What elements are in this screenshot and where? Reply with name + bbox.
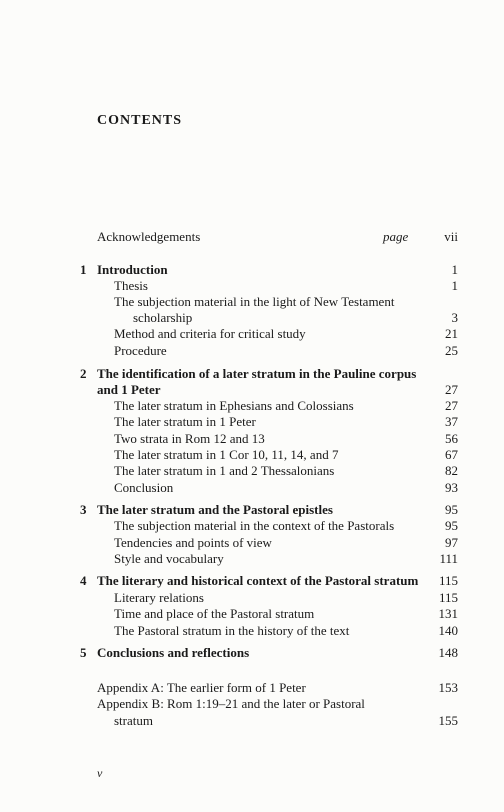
page-title: CONTENTS (97, 113, 183, 128)
appendix-label: Appendix A: The earlier form of 1 Peter (97, 680, 306, 695)
toc-entry-page: 1 (451, 278, 458, 293)
toc-entry-label: Style and vocabulary (114, 551, 224, 566)
chapter-page: 148 (438, 645, 458, 660)
chapter-number: 3 (80, 502, 87, 517)
chapter-page: 27 (445, 382, 458, 397)
toc-acknowledgements-label: Acknowledgements (97, 229, 201, 244)
chapter-page: 95 (445, 502, 458, 517)
chapter-number: 5 (80, 645, 87, 660)
toc-entry-label: Literary relations (114, 590, 204, 605)
toc-entry-label: Method and criteria for critical study (114, 326, 306, 341)
toc-entry-page: 115 (438, 590, 458, 605)
toc-acknowledgements-page: vii (444, 229, 458, 244)
toc-entry-page: 93 (445, 480, 458, 495)
chapter-title: Introduction (97, 262, 168, 277)
page-number-footer: v (97, 766, 103, 780)
chapter-title: Conclusions and reflections (97, 645, 250, 660)
toc-entry-page: 131 (438, 606, 458, 621)
toc-entry-page: 37 (445, 414, 458, 429)
toc-entry-page: 95 (445, 518, 458, 533)
toc-entry-page: 25 (445, 343, 458, 358)
appendix-label: Appendix B: Rom 1:19–21 and the later or Pastoral (97, 696, 365, 711)
appendix-label-continued: stratum (114, 713, 153, 728)
chapter-page: 115 (438, 573, 458, 588)
appendix-page: 153 (438, 680, 458, 695)
chapter-number: 1 (80, 262, 87, 277)
toc-entry-label: Two strata in Rom 12 and 13 (114, 431, 265, 446)
toc-entry-page: 27 (445, 398, 458, 413)
chapter-title: The later stratum and the Pastoral epistles (97, 502, 333, 517)
toc-entry-page: 82 (445, 463, 458, 478)
toc-entry-label: Procedure (114, 343, 167, 358)
toc-entry-page: 56 (445, 431, 458, 446)
toc-entry-label-continued: scholarship (133, 310, 193, 325)
toc-entry-page: 21 (445, 326, 458, 341)
toc-entry-label: Conclusion (114, 480, 174, 495)
chapter-title-continued: and 1 Peter (97, 382, 161, 397)
toc-entry-page: 67 (445, 447, 458, 462)
toc-entry-label: The later stratum in 1 Peter (114, 414, 256, 429)
toc-entry-label: Thesis (114, 278, 148, 293)
toc-entry-page: 97 (445, 535, 458, 550)
toc-entry-label: Time and place of the Pastoral stratum (114, 606, 315, 621)
toc-entry-label: The subjection material in the context of the Pastorals (114, 518, 395, 533)
toc-entry-label: The later stratum in 1 and 2 Thessalonians (114, 463, 335, 478)
chapter-number: 4 (80, 573, 87, 588)
toc-entry-page: 3 (451, 310, 458, 325)
toc-entry-label: The Pastoral stratum in the history of the text (114, 623, 350, 638)
appendix-page: 155 (438, 713, 458, 728)
toc-entry-page: 140 (438, 623, 458, 638)
toc-entry-label: The later stratum in 1 Cor 10, 11, 14, and 7 (114, 447, 339, 462)
chapter-title: The identification of a later stratum in the Pauline corpus (97, 366, 417, 381)
toc-entry-page: 111 (439, 551, 458, 566)
toc-entry-label: The later stratum in Ephesians and Colossians (114, 398, 354, 413)
chapter-number: 2 (80, 366, 87, 381)
chapter-page: 1 (451, 262, 458, 277)
toc-entry-label: The subjection material in the light of New Testament (114, 294, 395, 309)
toc-entry-label: Tendencies and points of view (114, 535, 272, 550)
toc-page-word: page (383, 229, 409, 244)
chapter-title: The literary and historical context of the Pastoral stratum (97, 573, 419, 588)
